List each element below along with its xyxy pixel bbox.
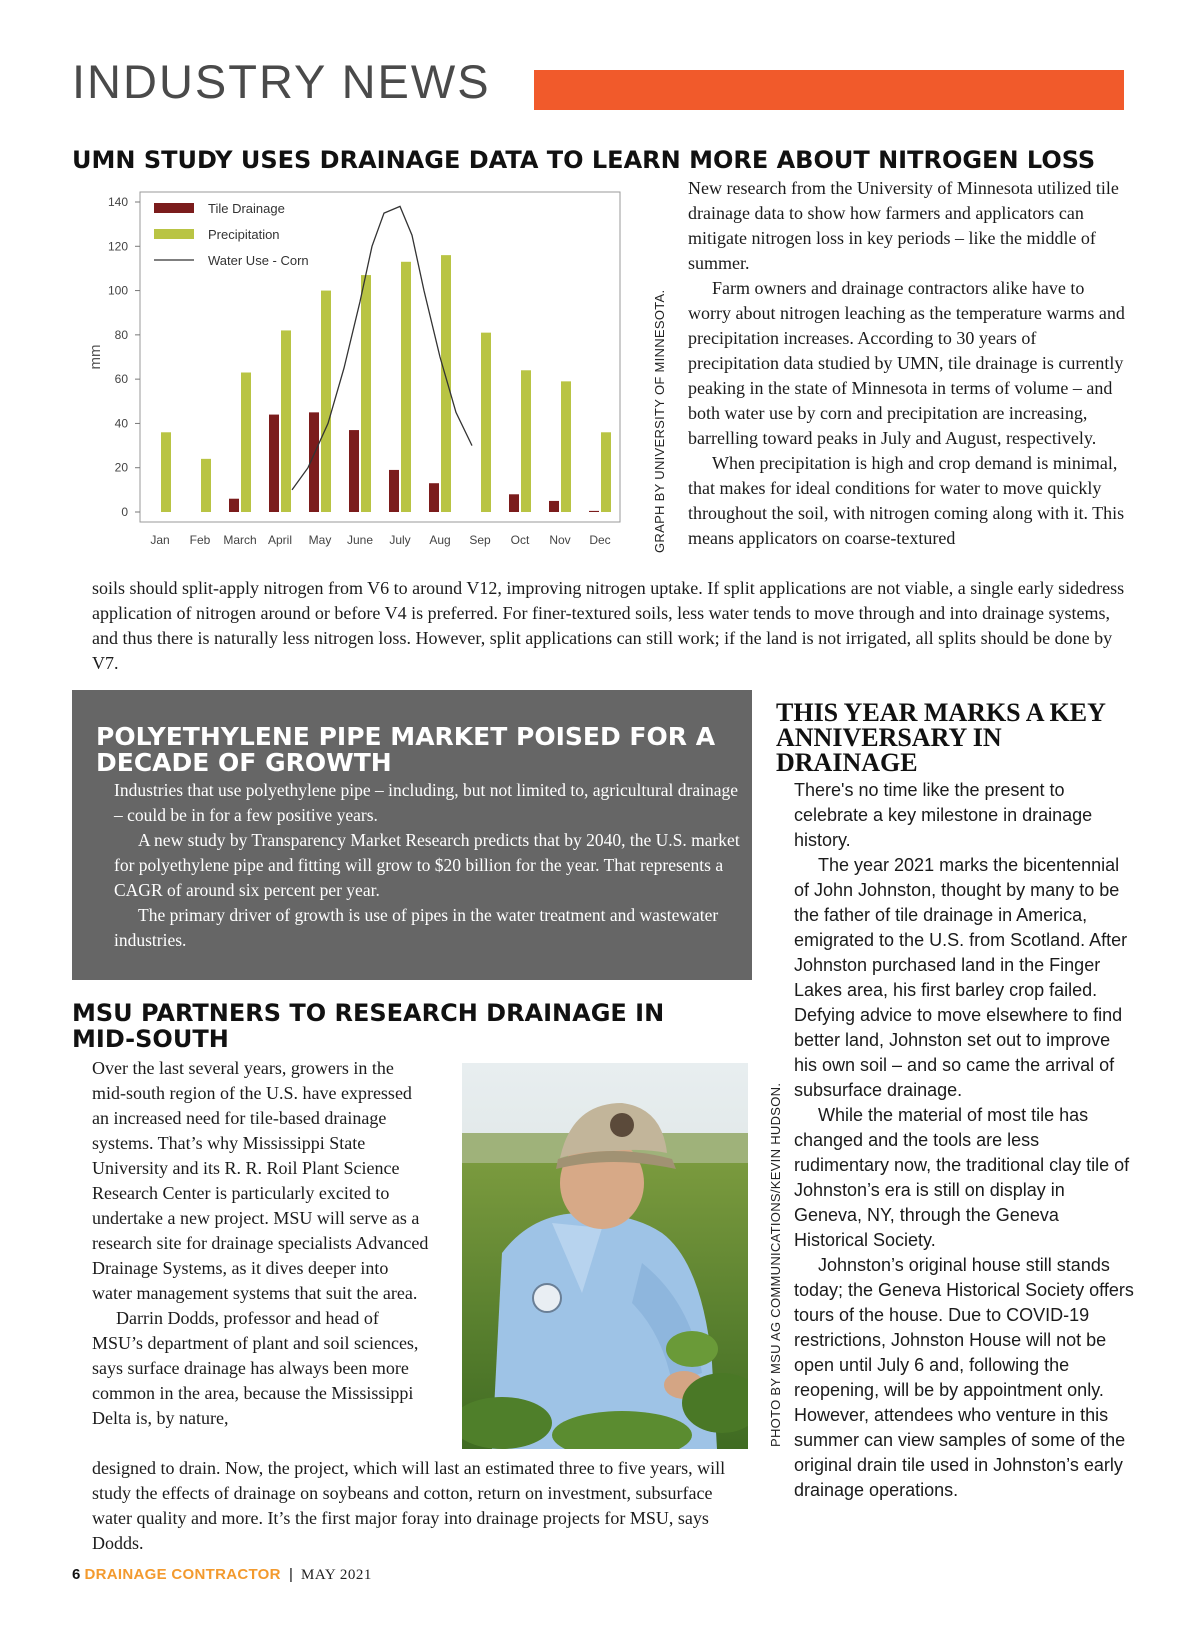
header-accent-bar — [534, 70, 1124, 110]
pipe-market-text — [114, 778, 740, 953]
farmer-photo — [462, 1063, 748, 1449]
x-tick-label: March — [223, 533, 257, 547]
y-tick-label: 80 — [114, 327, 128, 342]
pipe-paragraph-2: A new study by Transparency Market Research predicts that by 2040, the U.S. market for polyethylene pipe and fitting will grow to $20 billion for the year. That represents a CAGR of around six percent per year. — [114, 830, 740, 900]
umn-column-text — [688, 176, 1128, 551]
legend-swatch-precip — [154, 229, 194, 239]
y-tick-label: 40 — [114, 416, 128, 431]
section-title: INDUSTRY NEWS — [72, 55, 491, 108]
tile-drainage-bar — [229, 499, 239, 512]
magazine-name: DRAINAGE CONTRACTOR — [84, 1566, 281, 1583]
anniversary-headline: THIS YEAR MARKS A KEY ANNIVERSARY IN DRAINAGE — [776, 698, 1105, 777]
precipitation-bar — [441, 255, 451, 512]
msu-paragraph-1: Over the last several years, growers in the mid-south region of the U.S. have expressed an increased need for tile-based drainage systems. That’s why Mississippi State University and its R. R. Roil Plant Science Research Center is particularly excited to undertake a new project. MSU will serve as a research site for drainage specialists Advanced Drainage Systems, as it dives deeper into water management systems that suit the area. — [92, 1058, 429, 1303]
x-tick-label: Jan — [150, 533, 170, 547]
tile-drainage-bar — [509, 494, 519, 512]
precipitation-bar — [361, 275, 371, 512]
tile-drainage-bar — [349, 430, 359, 512]
legend-label-water: Water Use - Corn — [208, 253, 309, 268]
x-tick-label: Feb — [189, 533, 211, 547]
y-tick-label: 100 — [107, 283, 128, 298]
chart-svg — [80, 186, 660, 566]
umn-paragraph-1: New research from the University of Minnesota utilized tile drainage data to show how farmers and applicators can mitigate nitrogen loss in key periods – like the middle of summer. — [688, 178, 1119, 273]
precipitation-bar — [521, 370, 531, 512]
tile-drainage-bar — [269, 415, 279, 512]
graph-credit: GRAPH BY UNIVERSITY OF MINNESOTA. — [652, 289, 667, 553]
page-footer — [72, 1566, 372, 1584]
umn-full-width-text: soils should split-apply nitrogen from V6 to around V12, improving nitrogen uptake. If split applications are not viable, a single early sidedress application of nitrogen around or before V4 is preferred. For finer-textured soils, less water tends to move through and into drainage systems, and thus there is naturally less nitrogen loss. However, split applications can still work; if the land is not irrigated, all splits should be done by V7. — [92, 578, 1125, 673]
x-tick-label: July — [389, 533, 411, 547]
umn-paragraph-3: When precipitation is high and crop demand is minimal, that makes for ideal conditions for water to move quickly throughout the soil, with nitrogen coming along with it. This means applicators on coarse-textured — [688, 453, 1125, 548]
umn-headline: UMN STUDY USES DRAINAGE DATA TO LEARN MORE ABOUT NITROGEN LOSS — [72, 146, 1096, 174]
legend-label-tile: Tile Drainage — [208, 201, 285, 216]
issue-date: MAY 2021 — [301, 1567, 372, 1583]
tile-drainage-bar — [429, 483, 439, 512]
precipitation-bar — [281, 330, 291, 512]
precipitation-bar — [241, 373, 251, 513]
anniversary-text — [794, 778, 1134, 1503]
precipitation-bar — [561, 381, 571, 512]
precipitation-bar — [601, 432, 611, 512]
y-tick-label: 20 — [114, 460, 128, 475]
y-tick-label: 140 — [107, 195, 128, 209]
y-tick-label: 0 — [121, 505, 128, 519]
page-number: 6 — [72, 1566, 81, 1583]
y-tick-label: 120 — [107, 239, 128, 254]
footer-separator: | — [288, 1566, 293, 1583]
photo-credit: PHOTO BY MSU AG COMMUNICATIONS/KEVIN HUDSON. — [768, 1082, 783, 1447]
anniversary-paragraph-1: There's no time like the present to celebrate a key milestone in drainage history. — [794, 780, 1093, 850]
y-tick-label: 60 — [114, 372, 128, 387]
msu-full-width-text: designed to drain. Now, the project, which will last an estimated three to five years, will study the effects of drainage on soybeans and cotton, return on investment, subsurface water quality and more. It’s the first major foray into drainage projects for MSU, says Dodds. — [92, 1458, 726, 1553]
legend-swatch-tile — [154, 203, 194, 213]
anniversary-paragraph-3: While the material of most tile has changed and the tools are less rudimentary now, the traditional clay tile of Johnston’s era is still on display in Geneva, NY, through the Geneva Historical Society. — [794, 1105, 1130, 1250]
x-tick-label: June — [346, 533, 374, 547]
x-tick-label: Nov — [549, 533, 571, 547]
pipe-paragraph-3: The primary driver of growth is use of pipes in the water treatment and wastewater industries. — [114, 905, 719, 950]
umn-paragraph-2: Farm owners and drainage contractors alike have to worry about nitrogen leaching as the temperature warms and precipitation increases. According to 30 years of precipitation data studied by UMN, tile drainage is currently peaking in the state of Minnesota in terms of volume – and both water use by corn and precipitation are increasing, barrelling toward peaks in July and August, respectively. — [688, 278, 1125, 448]
pipe-market-headline: POLYETHYLENE PIPE MARKET POISED FOR A DECADE OF GROWTH — [96, 722, 716, 777]
x-tick-label: Oct — [510, 533, 530, 547]
farmer-photo-illustration — [462, 1063, 748, 1449]
msu-headline: MSU PARTNERS TO RESEARCH DRAINAGE IN MID-SOUTH — [72, 999, 665, 1053]
anniversary-paragraph-2: The year 2021 marks the bicentennial of John Johnston, thought by many to be the father of tile drainage in America, emigrated to the U.S. from Scotland. After Johnston purchased land in the Finger Lakes area, his first barley crop failed. Defying advice to move elsewhere to find better land, Johnston set out to improve his own soil – and so came the arrival of subsurface drainage. — [794, 855, 1128, 1100]
legend-label-precip: Precipitation — [208, 227, 280, 242]
x-tick-label: Dec — [589, 533, 611, 547]
pipe-paragraph-1: Industries that use polyethylene pipe – including, but not limited to, agricultural drainage – could be in for a few positive years. — [114, 780, 739, 825]
tile-drainage-bar — [589, 511, 599, 512]
precipitation-bar — [481, 333, 491, 512]
precipitation-bar — [321, 291, 331, 512]
tile-drainage-bar — [549, 501, 559, 512]
precipitation-bar — [161, 432, 171, 512]
msu-paragraph-2: Darrin Dodds, professor and head of MSU’s department of plant and soil sciences, says surface drainage has always been more common in the area, because the Mississippi Delta is, by nature, — [92, 1308, 419, 1428]
x-tick-label: May — [308, 533, 332, 547]
msu-column-text — [92, 1056, 432, 1431]
tile-drainage-bar — [389, 470, 399, 512]
precipitation-bar — [201, 459, 211, 512]
x-tick-label: Aug — [429, 533, 451, 547]
precipitation-bar — [401, 262, 411, 512]
y-axis-label: mm — [87, 344, 104, 370]
x-tick-label: April — [267, 533, 293, 547]
nitrogen-chart — [80, 186, 660, 566]
x-tick-label: Sep — [469, 533, 491, 547]
anniversary-paragraph-4: Johnston’s original house still stands today; the Geneva Historical Society offers tours of the house. Due to COVID-19 restrictions, Johnston House will not be open until July 6 and, following the reopening, will be by appointment only. However, attendees who venture in this summer can view samples of some of the original drain tile used in Johnston’s early drainage operations. — [794, 1255, 1134, 1500]
